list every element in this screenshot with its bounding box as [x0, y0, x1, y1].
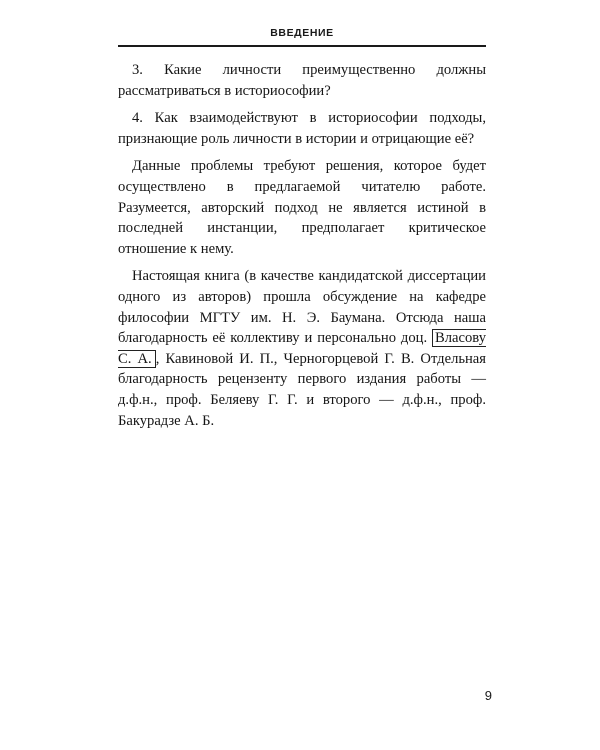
paragraph-problems: Данные проблемы требуют решения, которое будет осуществлено в предлагаемой читателю работе. Разумеется, авторский подход не является истиной в последней инстанции, предполагает критическое отношение к нему. [118, 158, 486, 257]
acknowledgements-text-start: Настоящая книга (в качестве кандидатской диссертации одного из авторов) прошла обсуждение на кафедре философии МГТУ им. Н. Э. Баумана. Отсюда наша благодарность её коллективу и персонально доц. [118, 268, 486, 347]
running-header: ВВЕДЕНИЕ [270, 27, 334, 39]
paragraph-question-3: 3. Какие личности преимущественно должны рассматриваться в историософии? [118, 62, 486, 99]
acknowledgements-text-end: , Кавиновой И. П., Черногорцевой Г. В. Отдельная благодарность рецензенту первого издания работы — д.ф.н., проф. Беляеву Г. Г. и второго — д.ф.н., проф. Бакурадзе А. Б. [118, 350, 487, 429]
header-rule [118, 45, 486, 47]
page-number: 9 [484, 688, 492, 703]
highlighted-name-box: Власову С. А. [118, 330, 486, 367]
paragraph-acknowledgements [118, 266, 486, 431]
paragraph-question-4: 4. Как взаимодействуют в историософии подходы, признающие роль личности в истории и отрицающие её? [118, 110, 486, 147]
body-text [118, 60, 486, 438]
